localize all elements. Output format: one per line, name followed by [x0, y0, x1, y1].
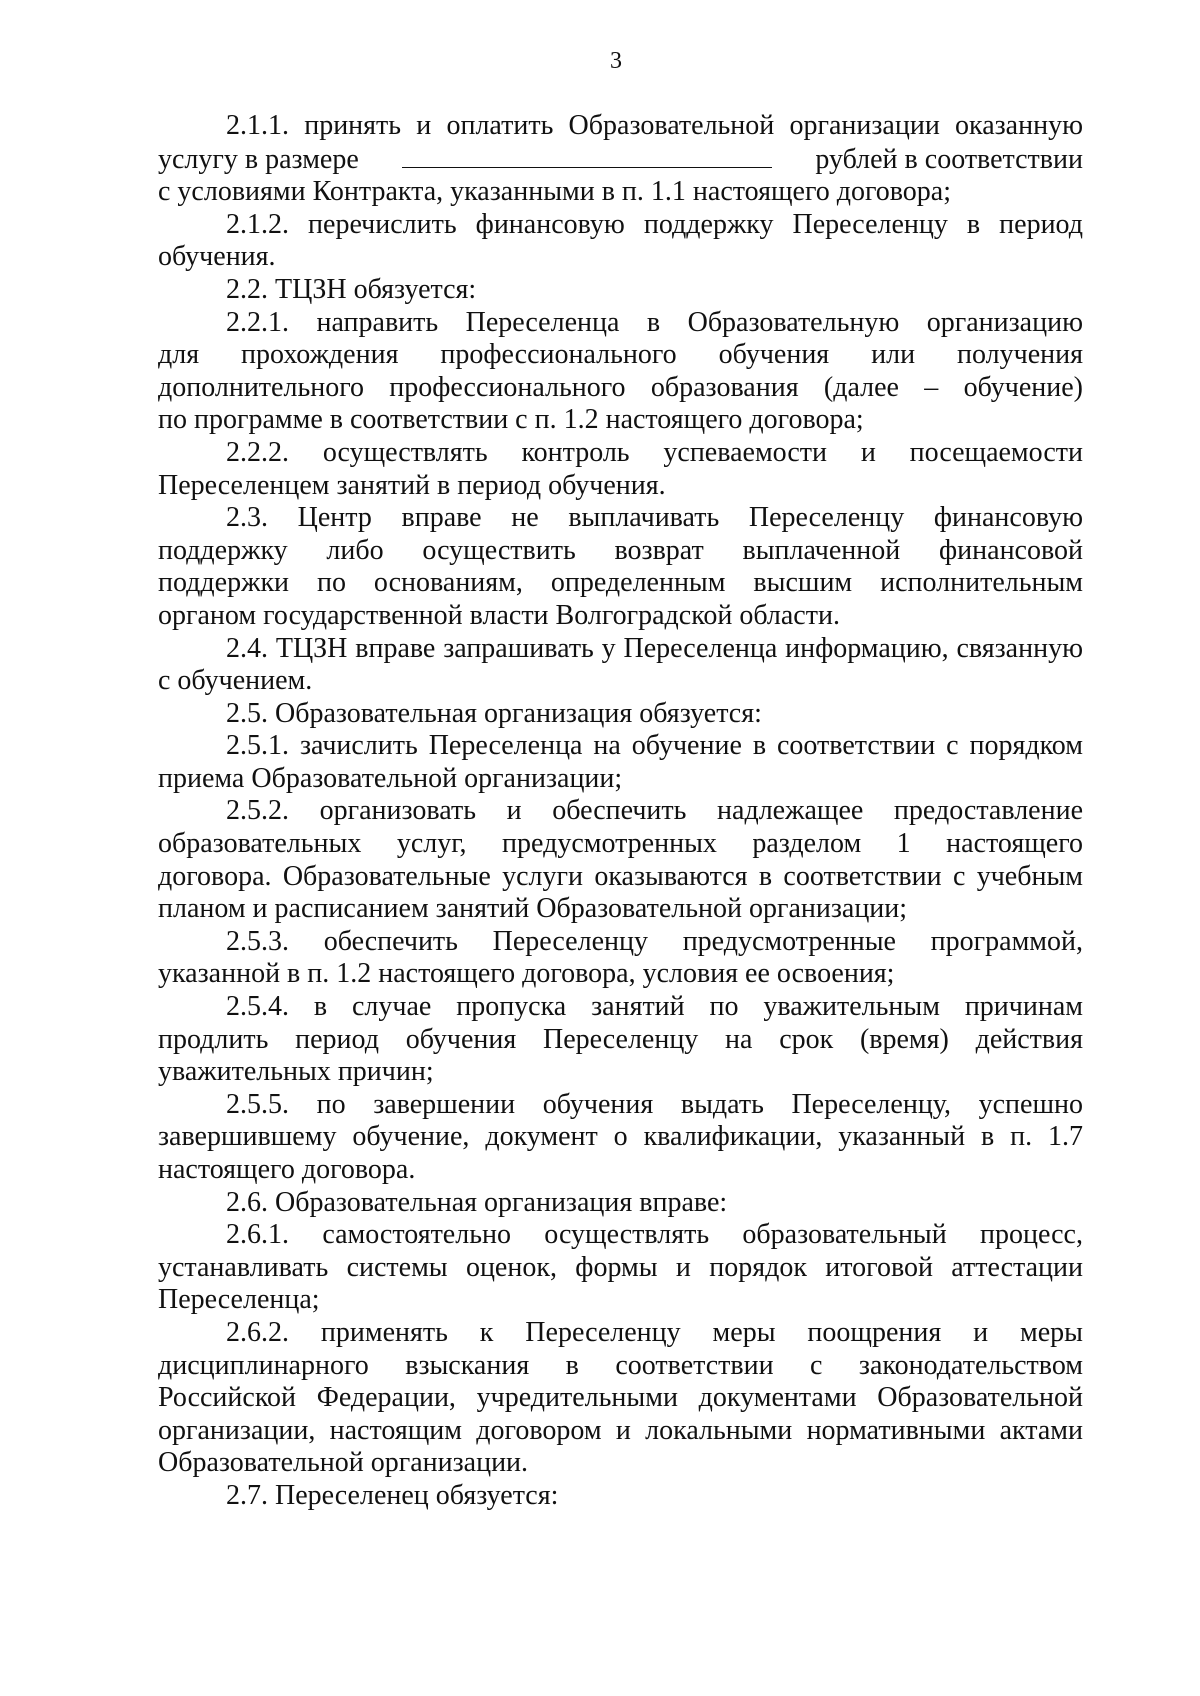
text-line: уважительных причин; — [158, 1056, 434, 1088]
paragraph-2-2 — [158, 274, 1083, 307]
text-line: приема Образовательной организации; — [158, 762, 623, 794]
text-line: договора. Образовательные услуги оказываются в соответствии с учебным — [158, 860, 1083, 892]
text-line: 2.2.1. направить Переселенца в Образовательную организацию — [226, 306, 1083, 338]
text-line: Переселенца; — [158, 1284, 320, 1316]
text-line: 2.5.3. обеспечить Переселенцу предусмотренные программой, — [226, 925, 1083, 957]
text-line: указанной в п. 1.2 настоящего договора, условия ее освоения; — [158, 958, 895, 990]
text-line: устанавливать системы оценок, формы и порядок итоговой аттестации — [158, 1251, 1083, 1283]
text-line: дополнительного профессионального образования (далее – обучение) — [158, 371, 1083, 403]
text-line: 2.5. Образовательная организация обязуется: — [226, 697, 762, 729]
text-line: поддержку либо осуществить возврат выплаченной финансовой — [158, 534, 1083, 566]
document-body — [158, 110, 1083, 1513]
paragraph-2-5-5 — [158, 1089, 1083, 1187]
paragraph-2-5-2 — [158, 795, 1083, 925]
amount-label: услугу в размере — [158, 143, 359, 175]
text-line: Российской Федерации, учредительными документами Образовательной — [158, 1382, 1083, 1414]
paragraph-2-6-1 — [158, 1219, 1083, 1317]
paragraph-2-5-3 — [158, 926, 1083, 991]
text-line: обучения. — [158, 241, 276, 273]
text-line: органом государственной власти Волгоградской области. — [158, 599, 840, 631]
paragraph-2-4 — [158, 633, 1083, 698]
text-line: завершившему обучение, документ о квалификации, указанный в п. 1.7 — [158, 1121, 1083, 1153]
text-line: по программе в соответствии с п. 1.2 настоящего договора; — [158, 404, 864, 436]
text-line: дисциплинарного взыскания в соответствии с законодательством — [158, 1349, 1083, 1381]
paragraph-2-2-2 — [158, 437, 1083, 502]
paragraph-2-5-4 — [158, 991, 1083, 1089]
text-line: продлить период обучения Переселенцу на срок (время) действия — [158, 1023, 1083, 1055]
text-line: с обучением. — [158, 665, 313, 697]
text-line: организации, настоящим договором и локальными нормативными актами — [158, 1414, 1083, 1446]
paragraph-2-6-2 — [158, 1317, 1083, 1480]
text-line: 2.5.2. организовать и обеспечить надлежащее предоставление — [226, 795, 1083, 827]
text-line: планом и расписанием занятий Образовательной организации; — [158, 893, 908, 925]
text-line: 2.1.2. перечислить финансовую поддержку Переселенцу в период — [226, 208, 1083, 240]
text-line: 2.7. Переселенец обязуется: — [226, 1479, 559, 1511]
text-line: 2.3. Центр вправе не выплачивать Переселенцу финансовую — [226, 502, 1083, 534]
text-line: 2.4. ТЦЗН вправе запрашивать у Переселенца информацию, связанную — [226, 632, 1083, 664]
paragraph-2-1-1 — [158, 110, 1083, 209]
text-line: настоящего договора. — [158, 1154, 416, 1185]
text-line: 2.5.4. в случае пропуска занятий по уважительным причинам — [226, 991, 1083, 1023]
text-line: Образовательной организации. — [158, 1447, 529, 1479]
amount-blank-field[interactable] — [402, 143, 772, 168]
text-line: с условиями Контракта, указанными в п. 1.1 настоящего договора; — [158, 176, 952, 208]
text-line: 2.2.2. осуществлять контроль успеваемости и посещаемости — [226, 436, 1083, 468]
paragraph-2-3 — [158, 502, 1083, 632]
amount-unit-text: рублей в соответствии — [815, 143, 1083, 175]
paragraph-2-5 — [158, 698, 1083, 731]
text-line: для прохождения профессионального обучения или получения — [158, 339, 1083, 371]
paragraph-2-1-2 — [158, 209, 1083, 274]
paragraph-2-2-1 — [158, 307, 1083, 437]
text-line: образовательных услуг, предусмотренных разделом 1 настоящего — [158, 828, 1083, 860]
text-line: 2.5.1. зачислить Переселенца на обучение в соответствии с порядком — [226, 730, 1083, 762]
paragraph-2-5-1 — [158, 730, 1083, 795]
text-line: 2.6.1. самостоятельно осуществлять образовательный процесс, — [226, 1219, 1083, 1251]
text-line: 2.1.1. принять и оплатить Образовательной организации оказанную — [226, 110, 1083, 141]
text-line: поддержки по основаниям, определенным высшим исполнительным — [158, 567, 1083, 599]
paragraph-2-6 — [158, 1187, 1083, 1220]
paragraph-2-7 — [158, 1480, 1083, 1513]
page-number: 3 — [610, 48, 622, 74]
text-line: 2.2. ТЦЗН обязуется: — [226, 273, 477, 305]
text-line: 2.5.5. по завершении обучения выдать Переселенцу, успешно — [226, 1088, 1083, 1120]
text-line: 2.6.2. применять к Переселенцу меры поощрения и меры — [226, 1316, 1083, 1348]
text-line: Переселенцем занятий в период обучения. — [158, 469, 666, 501]
payment-amount-line — [158, 143, 1083, 177]
text-line: 2.6. Образовательная организация вправе: — [226, 1186, 728, 1218]
